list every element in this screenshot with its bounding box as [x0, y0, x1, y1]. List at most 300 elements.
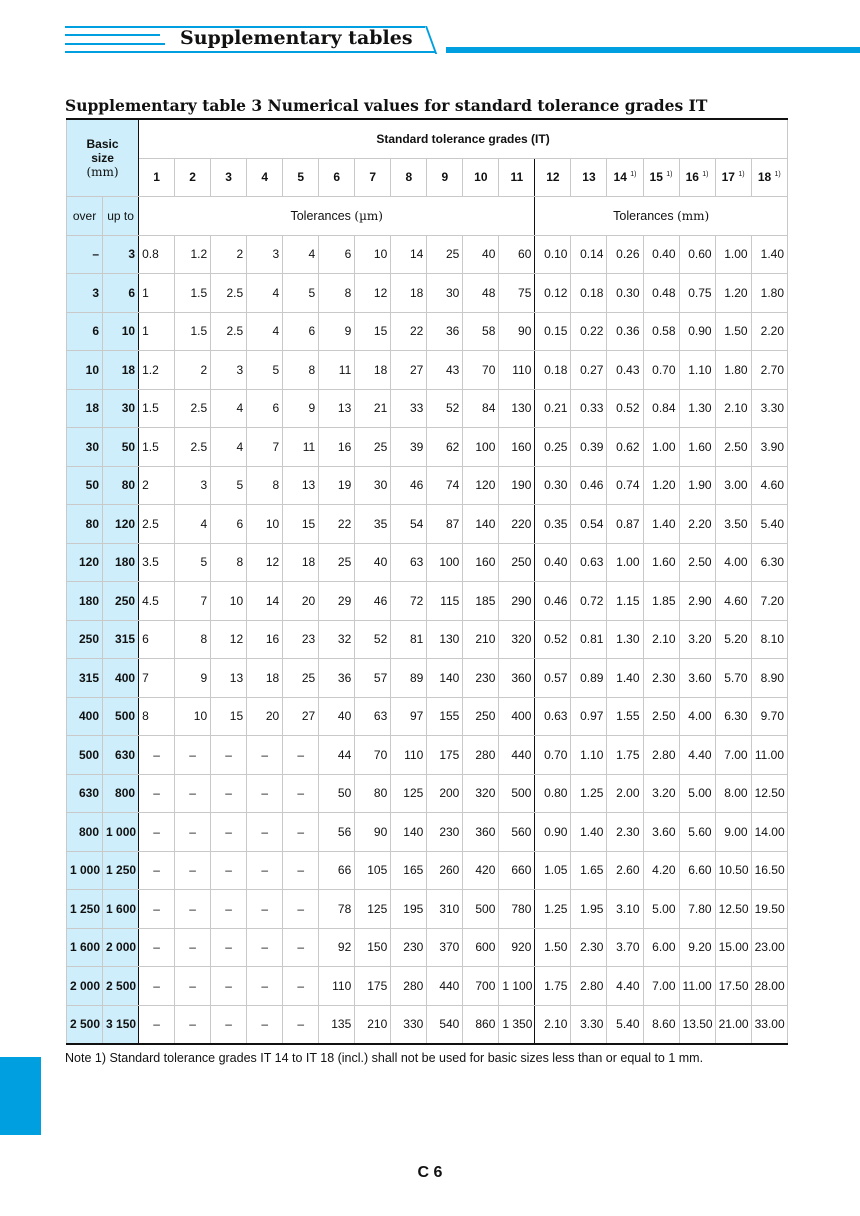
- tolerance-cell: –: [283, 1005, 319, 1044]
- tolerance-cell: 5.40: [607, 1005, 643, 1044]
- tolerance-cell: 0.39: [571, 428, 607, 467]
- tolerance-cell: 75: [499, 274, 535, 313]
- tolerance-cell: 130: [427, 620, 463, 659]
- tolerances-mm-header: [535, 197, 788, 236]
- tolerance-cell: 2: [175, 351, 211, 390]
- tolerance-cell: 7.80: [679, 890, 715, 929]
- tolerance-cell: 1.65: [571, 851, 607, 890]
- tolerance-cell: 27: [391, 351, 427, 390]
- tolerance-cell: 2.10: [643, 620, 679, 659]
- tolerance-cell: 3: [175, 466, 211, 505]
- tolerance-cell: –: [247, 736, 283, 775]
- grade-3: [211, 158, 247, 197]
- tolerance-cell: 57: [355, 659, 391, 698]
- size-over: 1 000: [67, 851, 103, 890]
- tolerance-cell: 8: [319, 274, 355, 313]
- tolerance-cell: –: [175, 890, 211, 929]
- tolerance-cell: 0.36: [607, 312, 643, 351]
- tolerance-cell: 4.40: [679, 736, 715, 775]
- tolerances-mm-label: Tolerances: [613, 208, 674, 223]
- tolerance-cell: 19.50: [751, 890, 787, 929]
- tolerance-cell: 4.40: [607, 967, 643, 1006]
- tolerance-cell: 1.05: [535, 851, 571, 890]
- tolerance-cell: 440: [499, 736, 535, 775]
- tolerance-cell: 40: [355, 543, 391, 582]
- tolerance-cell: 22: [391, 312, 427, 351]
- tolerance-cell: 4.00: [679, 697, 715, 736]
- tolerance-cell: 11.00: [751, 736, 787, 775]
- tolerance-cell: 1.40: [643, 505, 679, 544]
- tolerance-cell: 0.25: [535, 428, 571, 467]
- tolerance-cell: 15: [283, 505, 319, 544]
- header-bar: [446, 47, 860, 53]
- size-over: 10: [67, 351, 103, 390]
- tolerance-cell: 140: [427, 659, 463, 698]
- grade-16: [679, 158, 715, 197]
- tolerance-cell: 80: [355, 774, 391, 813]
- tolerance-cell: –: [247, 813, 283, 852]
- tolerance-cell: 0.70: [535, 736, 571, 775]
- tolerance-cell: 8.60: [643, 1005, 679, 1044]
- tolerance-cell: 8: [283, 351, 319, 390]
- tolerance-cell: 250: [463, 697, 499, 736]
- tolerance-cell: 1.50: [715, 312, 751, 351]
- tolerance-cell: 12.50: [715, 890, 751, 929]
- size-over: 30: [67, 428, 103, 467]
- grade-label: 10: [474, 170, 488, 185]
- tolerance-cell: 0.52: [535, 620, 571, 659]
- tolerance-cell: 2.30: [643, 659, 679, 698]
- tolerance-cell: 1: [139, 274, 175, 313]
- tolerance-cell: 1.55: [607, 697, 643, 736]
- tolerance-cell: 0.10: [535, 235, 571, 274]
- footnote-mark: 1): [738, 171, 745, 179]
- tolerance-cell: 13.50: [679, 1005, 715, 1044]
- tolerance-cell: 230: [427, 813, 463, 852]
- tolerance-cell: 320: [499, 620, 535, 659]
- tolerance-cell: 15: [211, 697, 247, 736]
- tolerance-cell: 7.00: [715, 736, 751, 775]
- tolerance-cell: 110: [499, 351, 535, 390]
- tolerance-cell: 920: [499, 928, 535, 967]
- tolerance-cell: 2.5: [211, 274, 247, 313]
- table-row: [67, 505, 788, 544]
- grade-label: 11: [510, 170, 524, 185]
- tolerances-um-header: [139, 197, 535, 236]
- tolerance-cell: 0.63: [535, 697, 571, 736]
- tolerance-cell: 78: [319, 890, 355, 929]
- tolerance-cell: 10: [211, 582, 247, 621]
- tolerance-cell: 1.10: [571, 736, 607, 775]
- tolerance-cell: 27: [283, 697, 319, 736]
- tolerance-cell: 11: [319, 351, 355, 390]
- header-slant: [425, 26, 437, 54]
- table-row: [67, 235, 788, 274]
- grade-label: 8: [405, 170, 413, 185]
- tolerance-cell: 35: [355, 505, 391, 544]
- grade-label: 9: [441, 170, 449, 185]
- tolerance-cell: 1 350: [499, 1005, 535, 1044]
- tolerance-cell: 36: [427, 312, 463, 351]
- tolerance-cell: 210: [355, 1005, 391, 1044]
- tolerance-cell: 330: [391, 1005, 427, 1044]
- tolerance-cell: 1.00: [643, 428, 679, 467]
- tolerance-cell: 29: [319, 582, 355, 621]
- table-row: [67, 851, 788, 890]
- tolerance-cell: –: [283, 851, 319, 890]
- tolerance-cell: 14.00: [751, 813, 787, 852]
- tolerance-cell: 1.95: [571, 890, 607, 929]
- grade-label: 4: [261, 170, 269, 185]
- tolerance-cell: 48: [463, 274, 499, 313]
- tolerance-cell: 0.84: [643, 389, 679, 428]
- tolerance-cell: 92: [319, 928, 355, 967]
- size-over: 120: [67, 543, 103, 582]
- over-header: over: [67, 197, 103, 236]
- tolerance-cell: 320: [463, 774, 499, 813]
- tolerance-cell: 0.12: [535, 274, 571, 313]
- tolerance-cell: 74: [427, 466, 463, 505]
- size-upto: 6: [103, 274, 139, 313]
- tolerance-cell: 6.00: [643, 928, 679, 967]
- tolerance-cell: 0.58: [643, 312, 679, 351]
- table-row: [67, 428, 788, 467]
- table-row: [67, 697, 788, 736]
- tolerance-cell: 500: [499, 774, 535, 813]
- tolerance-cell: 8: [247, 466, 283, 505]
- table-row: [67, 389, 788, 428]
- tolerance-cell: 62: [427, 428, 463, 467]
- tolerance-cell: 2.80: [571, 967, 607, 1006]
- tolerance-cell: 5: [175, 543, 211, 582]
- size-over: 250: [67, 620, 103, 659]
- tolerance-cell: 2.60: [607, 851, 643, 890]
- tolerance-cell: 33.00: [751, 1005, 787, 1044]
- side-tab: [0, 1057, 41, 1135]
- page-number: C 6: [417, 1164, 443, 1181]
- tolerance-cell: 0.80: [535, 774, 571, 813]
- tolerance-cell: 72: [391, 582, 427, 621]
- size-over: 80: [67, 505, 103, 544]
- tolerance-cell: –: [175, 1005, 211, 1044]
- tolerance-cell: 9.20: [679, 928, 715, 967]
- tolerance-table: [66, 118, 788, 1045]
- tolerance-cell: 0.81: [571, 620, 607, 659]
- tolerance-cell: 310: [427, 890, 463, 929]
- tolerance-cell: –: [211, 890, 247, 929]
- size-over: 50: [67, 466, 103, 505]
- tolerance-cell: 66: [319, 851, 355, 890]
- unit-um: (µm): [354, 208, 383, 223]
- table-row: [67, 890, 788, 929]
- size-over: 500: [67, 736, 103, 775]
- tolerance-cell: 16: [319, 428, 355, 467]
- header-rule-bottom: [65, 51, 435, 53]
- table-row: [67, 1005, 788, 1044]
- tolerance-cell: 3.70: [607, 928, 643, 967]
- size-upto: 800: [103, 774, 139, 813]
- tolerance-cell: 110: [391, 736, 427, 775]
- tolerance-cell: –: [175, 967, 211, 1006]
- tolerance-cell: 8.00: [715, 774, 751, 813]
- tolerance-cell: 22: [319, 505, 355, 544]
- tolerance-cell: 0.26: [607, 235, 643, 274]
- tolerance-cell: 15.00: [715, 928, 751, 967]
- tolerance-cell: 2.20: [751, 312, 787, 351]
- tolerance-cell: 3.30: [571, 1005, 607, 1044]
- tolerance-cell: 1.40: [751, 235, 787, 274]
- tolerance-cell: 33: [391, 389, 427, 428]
- tolerance-cell: –: [211, 813, 247, 852]
- size-over: 2 500: [67, 1005, 103, 1044]
- grade-label: 5: [297, 170, 305, 185]
- tolerance-cell: 195: [391, 890, 427, 929]
- tolerance-cell: 6: [319, 235, 355, 274]
- size-upto: 180: [103, 543, 139, 582]
- tolerance-cell: 6: [139, 620, 175, 659]
- tolerance-cell: 3.50: [715, 505, 751, 544]
- tolerance-cell: 150: [355, 928, 391, 967]
- tolerance-cell: –: [247, 774, 283, 813]
- header-rule-low: [65, 43, 165, 45]
- tolerance-cell: 7.20: [751, 582, 787, 621]
- tolerance-cell: 0.74: [607, 466, 643, 505]
- tolerance-cell: 90: [499, 312, 535, 351]
- tolerance-cell: 0.30: [535, 466, 571, 505]
- tolerance-cell: 0.89: [571, 659, 607, 698]
- tolerance-cell: 3.60: [643, 813, 679, 852]
- tolerance-cell: 12.50: [751, 774, 787, 813]
- table-row: [67, 659, 788, 698]
- table-row: [67, 274, 788, 313]
- tolerance-cell: –: [211, 928, 247, 967]
- size-over: 315: [67, 659, 103, 698]
- tolerance-cell: 4.00: [715, 543, 751, 582]
- tolerance-cell: 1.5: [139, 428, 175, 467]
- tolerance-cell: 12: [211, 620, 247, 659]
- tolerance-cell: 6: [211, 505, 247, 544]
- tolerance-cell: 81: [391, 620, 427, 659]
- tolerance-cell: 46: [355, 582, 391, 621]
- tolerance-cell: 10: [355, 235, 391, 274]
- tolerance-cell: 58: [463, 312, 499, 351]
- tolerance-cell: 200: [427, 774, 463, 813]
- tolerance-cell: 1.85: [643, 582, 679, 621]
- tolerance-cell: 23: [283, 620, 319, 659]
- grade-label: 3: [225, 170, 232, 185]
- header-row-1: [67, 119, 788, 158]
- tolerance-cell: 6.30: [715, 697, 751, 736]
- tolerance-cell: –: [283, 774, 319, 813]
- tolerance-cell: 14: [247, 582, 283, 621]
- tolerance-cell: 9: [283, 389, 319, 428]
- tolerance-cell: 260: [427, 851, 463, 890]
- tolerance-cell: 40: [463, 235, 499, 274]
- tolerance-cell: 230: [391, 928, 427, 967]
- tolerance-cell: 0.90: [679, 312, 715, 351]
- tolerance-cell: 105: [355, 851, 391, 890]
- tolerance-cell: 0.40: [643, 235, 679, 274]
- tolerance-cell: –: [139, 1005, 175, 1044]
- tolerance-cell: 3.00: [715, 466, 751, 505]
- tolerance-cell: 0.18: [571, 274, 607, 313]
- grade-7: [355, 158, 391, 197]
- tolerance-cell: 44: [319, 736, 355, 775]
- tolerance-cell: 2.80: [643, 736, 679, 775]
- tolerance-cell: 21: [355, 389, 391, 428]
- tolerance-cell: 120: [463, 466, 499, 505]
- tolerance-cell: 50: [319, 774, 355, 813]
- tolerance-cell: –: [139, 967, 175, 1006]
- tolerance-cell: 360: [499, 659, 535, 698]
- tolerance-cell: 1.25: [535, 890, 571, 929]
- tolerance-cell: 13: [319, 389, 355, 428]
- table-row: [67, 774, 788, 813]
- tolerance-cell: 4: [211, 428, 247, 467]
- size-upto: 630: [103, 736, 139, 775]
- tolerance-cell: 4.5: [139, 582, 175, 621]
- tolerance-cell: 110: [319, 967, 355, 1006]
- tolerance-cell: 210: [463, 620, 499, 659]
- tolerance-cell: 2.10: [715, 389, 751, 428]
- tolerance-cell: 15: [355, 312, 391, 351]
- tolerance-cell: 56: [319, 813, 355, 852]
- size-upto: 10: [103, 312, 139, 351]
- tolerance-cell: 0.22: [571, 312, 607, 351]
- tolerance-cell: 0.18: [535, 351, 571, 390]
- grade-11: [499, 158, 535, 197]
- table-row: [67, 967, 788, 1006]
- tolerance-cell: 4.60: [715, 582, 751, 621]
- tolerance-cell: 440: [427, 967, 463, 1006]
- tolerance-cell: 8: [211, 543, 247, 582]
- tolerances-um-label: Tolerances: [290, 208, 351, 223]
- tolerance-cell: 5.20: [715, 620, 751, 659]
- table-row: [67, 582, 788, 621]
- size-upto: 1 600: [103, 890, 139, 929]
- tolerance-cell: 230: [463, 659, 499, 698]
- size-upto: 2 500: [103, 967, 139, 1006]
- tolerance-cell: 0.87: [607, 505, 643, 544]
- tolerance-cell: 1.00: [607, 543, 643, 582]
- tolerance-cell: 3.20: [679, 620, 715, 659]
- grade-6: [319, 158, 355, 197]
- tolerance-cell: 1.30: [607, 620, 643, 659]
- tolerance-cell: 40: [319, 697, 355, 736]
- tolerance-cell: 6: [247, 389, 283, 428]
- tolerance-cell: 2.50: [643, 697, 679, 736]
- tolerance-cell: 250: [499, 543, 535, 582]
- tolerance-cell: 13: [283, 466, 319, 505]
- tolerance-cell: 63: [355, 697, 391, 736]
- tolerance-cell: 25: [283, 659, 319, 698]
- tolerance-cell: 5.70: [715, 659, 751, 698]
- tolerance-cell: 360: [463, 813, 499, 852]
- table-row: [67, 351, 788, 390]
- tolerance-cell: 2.50: [715, 428, 751, 467]
- grade-9: [427, 158, 463, 197]
- tolerance-cell: 32: [319, 620, 355, 659]
- upto-header: up to: [103, 197, 139, 236]
- tolerance-cell: 160: [499, 428, 535, 467]
- tolerance-cell: 140: [463, 505, 499, 544]
- tolerance-cell: 2.50: [679, 543, 715, 582]
- tolerance-cell: –: [175, 736, 211, 775]
- header-row-3: [67, 197, 788, 236]
- tolerance-cell: 540: [427, 1005, 463, 1044]
- footnote: Note 1) Standard tolerance grades IT 14 to IT 18 (incl.) shall not be used for basic sizes less than or equal to 1 mm.: [65, 1051, 704, 1065]
- unit-mm: (mm): [677, 208, 710, 223]
- tolerance-cell: 160: [463, 543, 499, 582]
- tolerance-cell: 20: [283, 582, 319, 621]
- tolerance-cell: 115: [427, 582, 463, 621]
- tolerance-cell: 89: [391, 659, 427, 698]
- tolerance-cell: 0.90: [535, 813, 571, 852]
- tolerance-cell: 1: [139, 312, 175, 351]
- tolerance-cell: 280: [463, 736, 499, 775]
- tolerance-cell: 19: [319, 466, 355, 505]
- size-over: 630: [67, 774, 103, 813]
- tolerance-cell: 1.00: [715, 235, 751, 274]
- tolerance-cell: 1.75: [535, 967, 571, 1006]
- tolerance-cell: 30: [427, 274, 463, 313]
- tolerance-cell: 0.30: [607, 274, 643, 313]
- tolerance-cell: 0.33: [571, 389, 607, 428]
- tolerance-cell: 290: [499, 582, 535, 621]
- tolerance-cell: –: [211, 736, 247, 775]
- tolerance-cell: 23.00: [751, 928, 787, 967]
- tolerance-cell: 39: [391, 428, 427, 467]
- grade-13: [571, 158, 607, 197]
- grade-8: [391, 158, 427, 197]
- tolerance-cell: –: [139, 774, 175, 813]
- tolerance-cell: 5: [247, 351, 283, 390]
- tolerance-cell: 2.30: [571, 928, 607, 967]
- tolerance-cell: 1.20: [643, 466, 679, 505]
- tolerance-cell: 8.90: [751, 659, 787, 698]
- tolerance-cell: 21.00: [715, 1005, 751, 1044]
- tolerance-cell: 2.20: [679, 505, 715, 544]
- grade-18: [751, 158, 787, 197]
- tolerance-cell: 7: [247, 428, 283, 467]
- tolerance-cell: 155: [427, 697, 463, 736]
- tolerance-cell: 12: [355, 274, 391, 313]
- tolerance-cell: 3.30: [751, 389, 787, 428]
- tolerance-cell: 130: [499, 389, 535, 428]
- tolerance-cell: 1.40: [607, 659, 643, 698]
- size-over: 1 600: [67, 928, 103, 967]
- table-row: [67, 928, 788, 967]
- tolerance-cell: –: [247, 890, 283, 929]
- size-upto: 315: [103, 620, 139, 659]
- size-upto: 18: [103, 351, 139, 390]
- tolerance-cell: –: [139, 813, 175, 852]
- tolerance-cell: 1.80: [715, 351, 751, 390]
- tolerance-cell: 135: [319, 1005, 355, 1044]
- tolerance-cell: 2.90: [679, 582, 715, 621]
- grade-17: [715, 158, 751, 197]
- tolerance-cell: 860: [463, 1005, 499, 1044]
- basic-size-label: Basic size: [86, 137, 119, 165]
- tolerance-cell: 1.15: [607, 582, 643, 621]
- tolerance-cell: 0.14: [571, 235, 607, 274]
- grade-label: 2: [189, 170, 196, 185]
- grade-15: [643, 158, 679, 197]
- tolerance-cell: 4: [211, 389, 247, 428]
- tolerance-cell: 3: [211, 351, 247, 390]
- tolerance-cell: 100: [427, 543, 463, 582]
- table-caption: Supplementary table 3 Numerical values for standard tolerance grades IT: [65, 96, 708, 115]
